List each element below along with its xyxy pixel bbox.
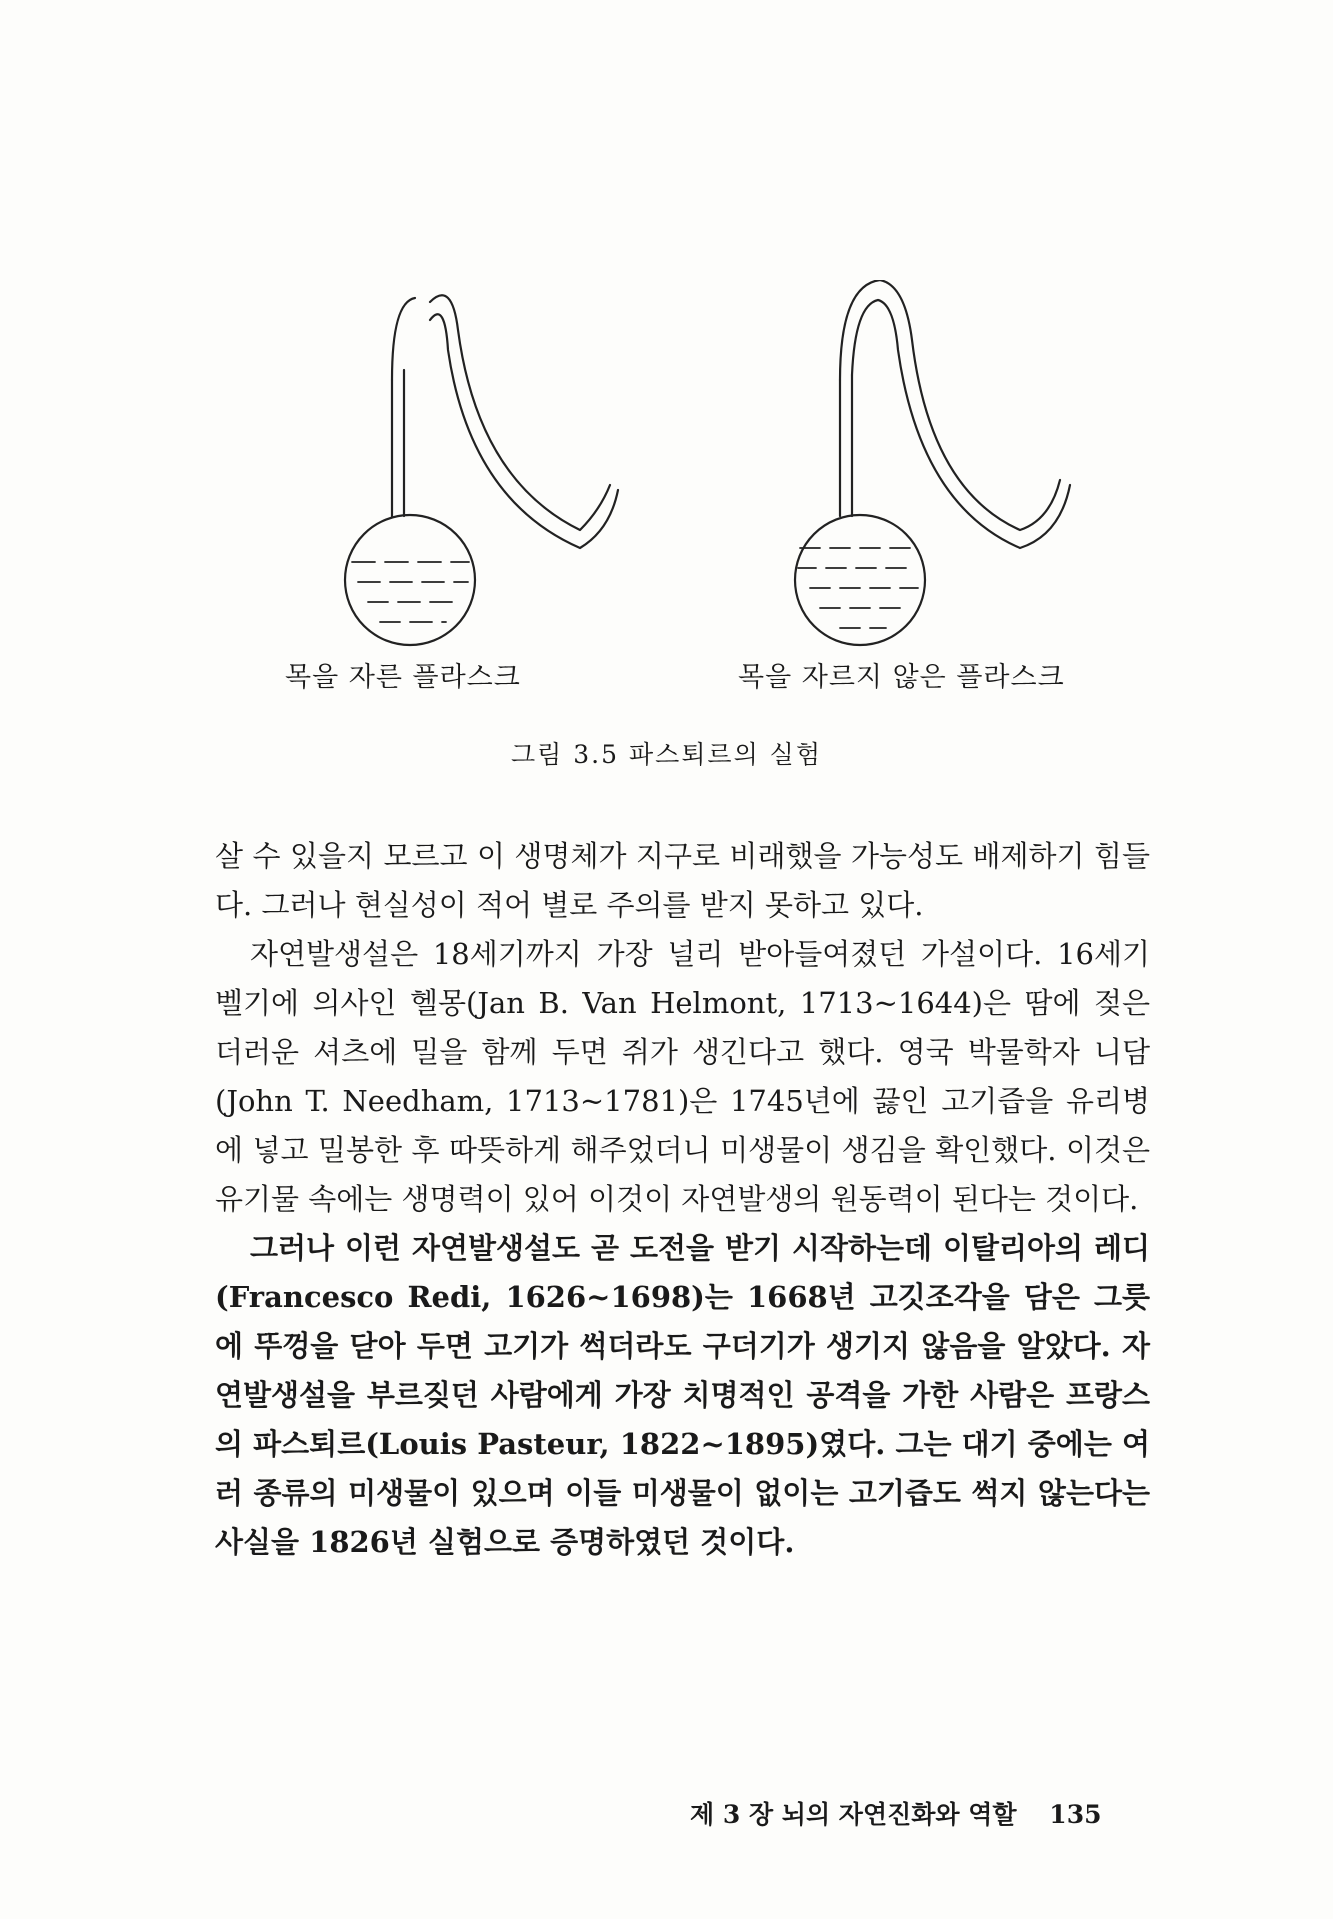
running-header-chapter: 제 3 장 뇌의 자연진화와 역할 xyxy=(690,1800,1017,1829)
paragraph-2: 자연발생설은 18세기까지 가장 널리 받아들여졌던 가설이다. 16세기 벨기에 의사인 헬몽(Jan B. Van Helmont, 1713~1644)은 땀에 젖은 더러운 셔츠에 밀을 함께 두면 쥐가 생긴다고 했다. 영국 박물학자 니담(John T. Needham, 1713~1781)은 1745년에 끓인 고기즙을 유리병에 넣고 밀봉한 후 따뜻하게 해주었더니 미생물이 생김을 확인했다. 이것은 유기물 속에는 생명력이 있어 이것이 자연발생의 원동력이 된다는 것이다. xyxy=(215,937,1150,1216)
page-number: 135 xyxy=(1049,1800,1102,1829)
flask-diagram xyxy=(280,280,1160,680)
left-flask-caption: 목을 자른 플라스크 xyxy=(285,662,521,693)
uncut-neck-flask-drawing xyxy=(795,280,1070,645)
right-flask-caption: 목을 자르지 않은 플라스크 xyxy=(738,662,1065,693)
paragraph-3: 그러나 이런 자연발생설도 곧 도전을 받기 시작하는데 이탈리아의 레디(Francesco Redi, 1626~1698)는 1668년 고깃조각을 담은 그릇에 뚜껑을 닫아 두면 고기가 썩더라도 구더기가 생기지 않음을 알았다. 자연발생설을 부르짖던 사람에게 가장 치명적인 공격을 가한 사람은 프랑스의 파스퇴르(Louis Pasteur, 1822~1895)였다. 그는 대기 중에는 여러 종류의 미생물이 있으며 이들 미생물이 없이는 고기즙도 썩지 않는다는 사실을 1826년 실험으로 증명하였던 것이다. xyxy=(215,1231,1150,1559)
paragraph-1: 살 수 있을지 모르고 이 생명체가 지구로 비래했을 가능성도 배제하기 힘들다. 그러나 현실성이 적어 별로 주의를 받지 못하고 있다. xyxy=(215,839,1150,922)
figure-title: 그림 3.5 파스퇴르의 실험 xyxy=(511,740,822,769)
page-footer xyxy=(690,1795,1160,1831)
pasteur-flask-figure xyxy=(280,280,1160,680)
body-text xyxy=(215,832,1150,1567)
cut-neck-flask-drawing xyxy=(345,295,618,645)
